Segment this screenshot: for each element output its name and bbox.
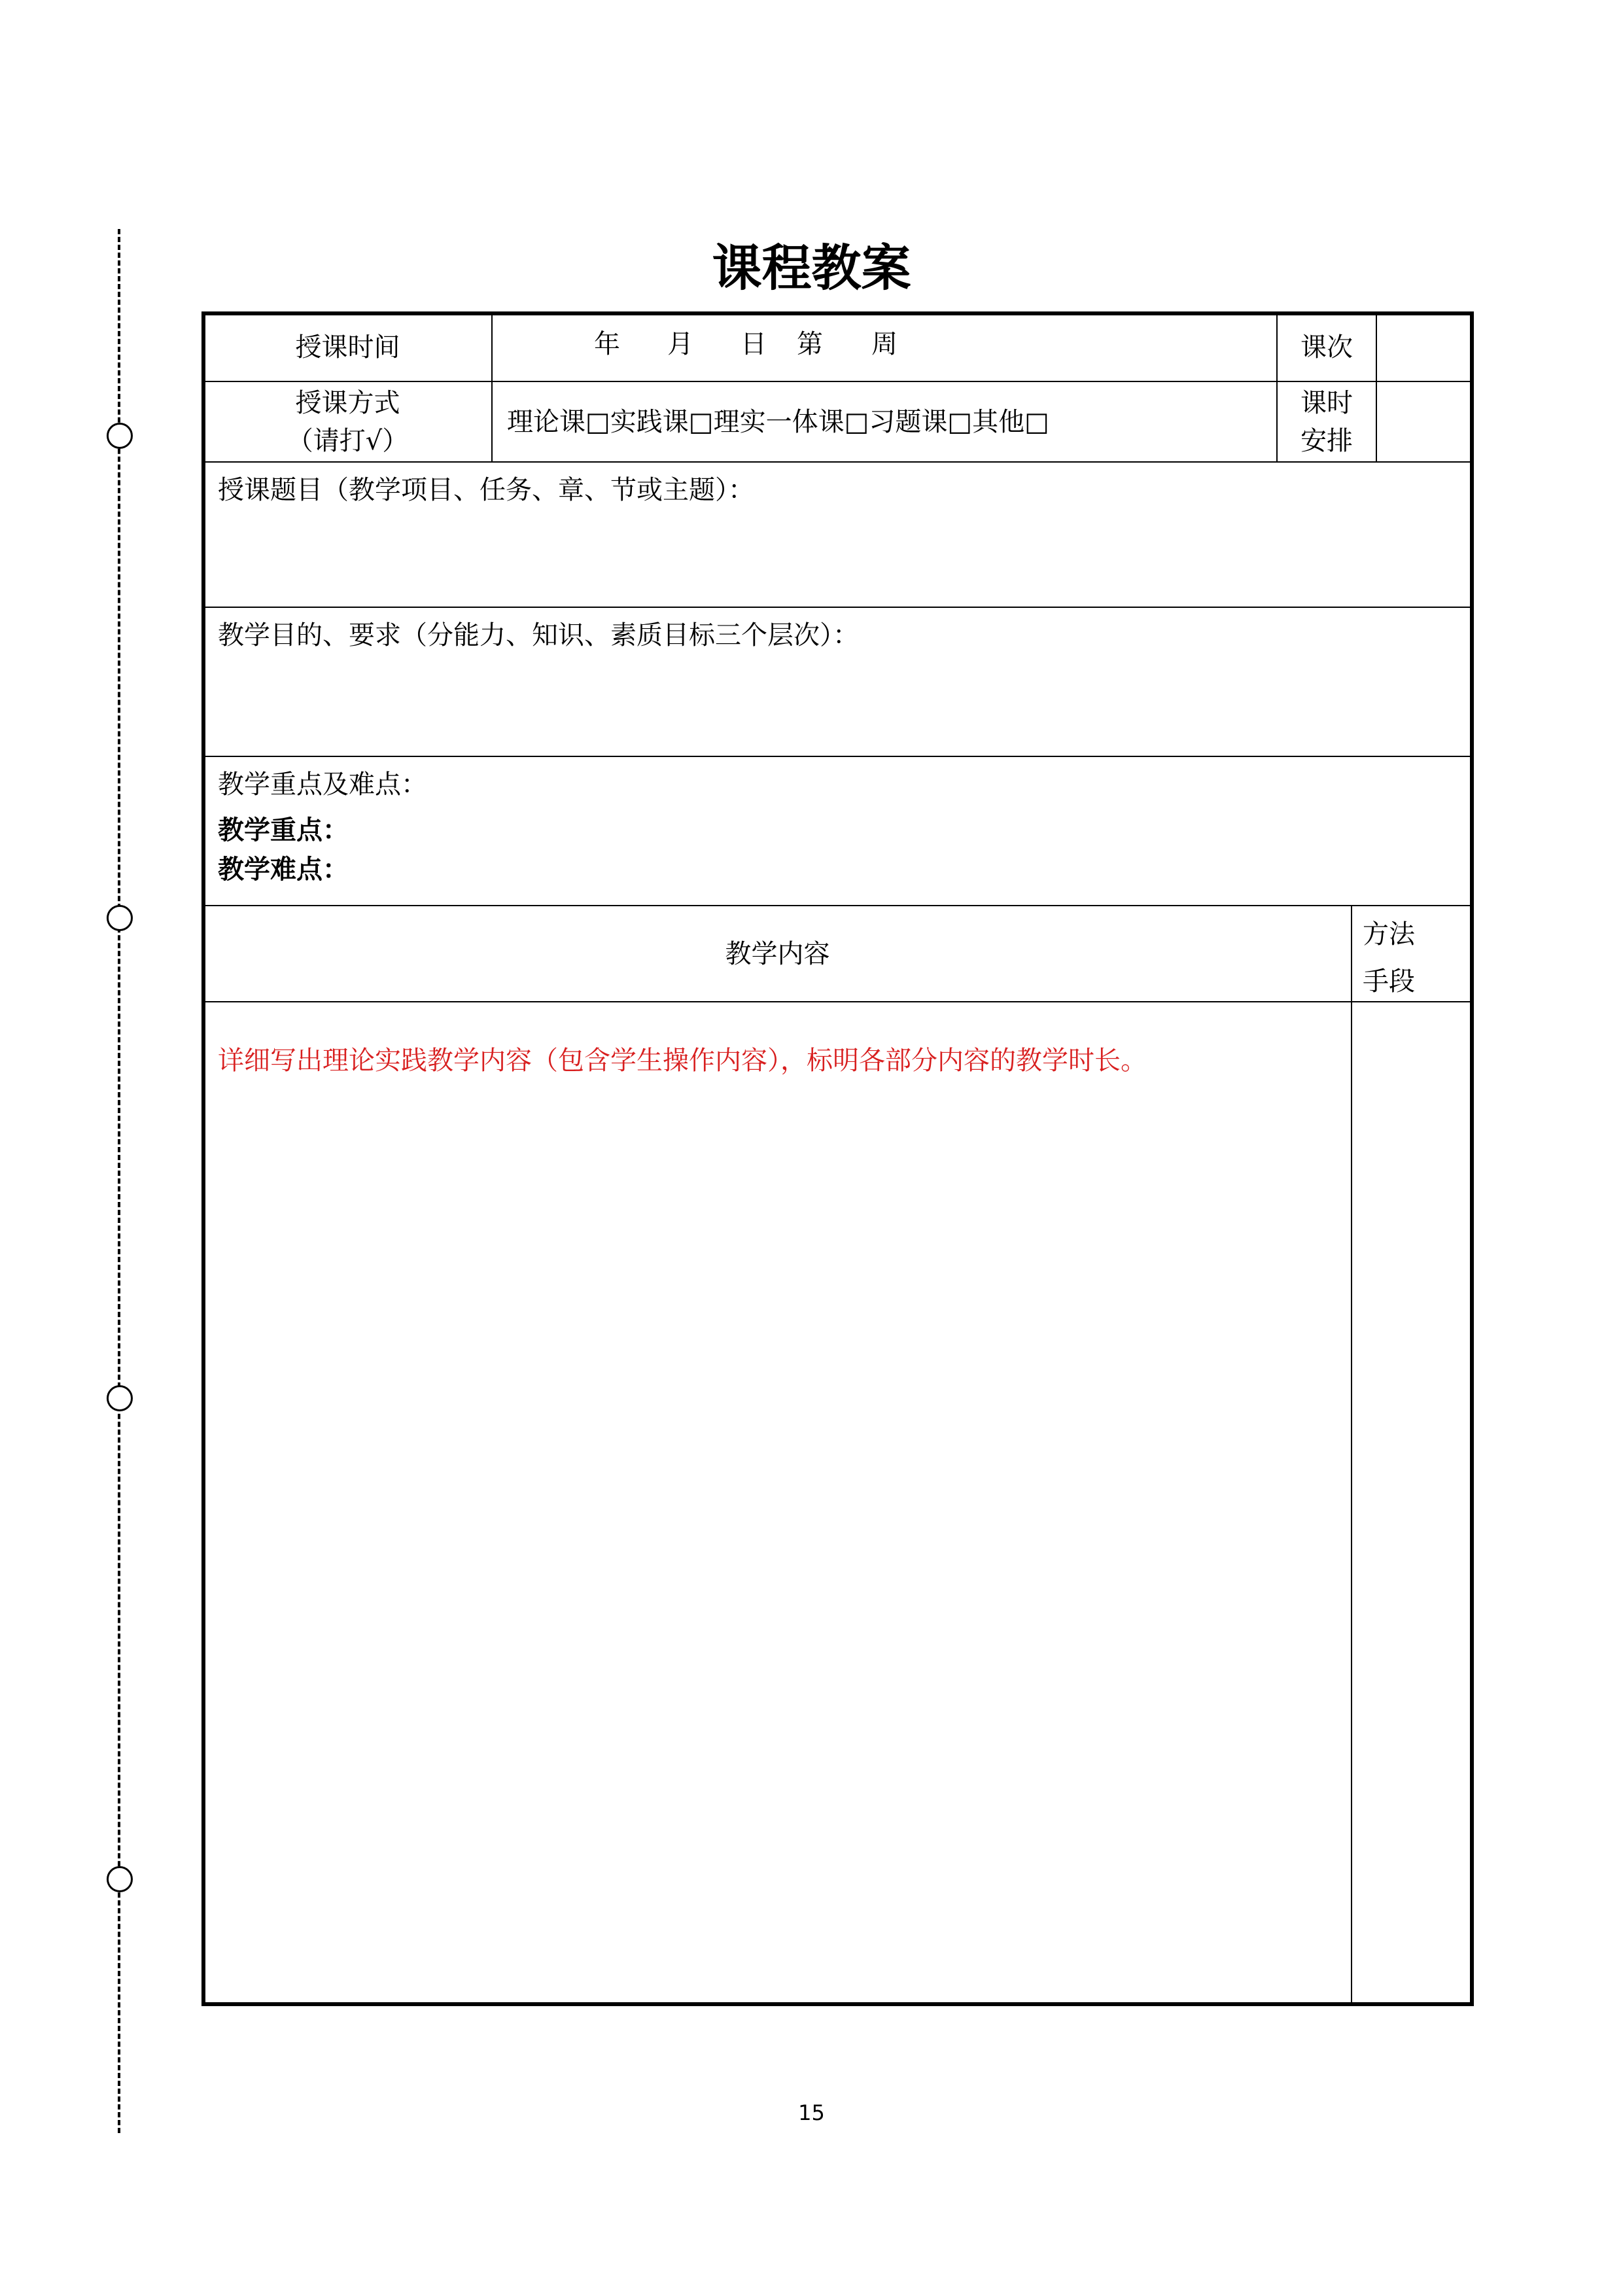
date-field[interactable]: [594, 325, 898, 363]
row-divider: [201, 1001, 1474, 1002]
binding-hole-icon: [107, 905, 133, 931]
row-divider: [201, 461, 1474, 463]
objectives-label: 教学目的、要求（分能力、知识、素质目标三个层次）：: [218, 620, 859, 650]
column-divider: [1351, 906, 1352, 2005]
date-month-label: 月: [667, 329, 693, 359]
key-points-heading: 教学重点及难点：: [218, 769, 427, 800]
binding-hole-icon: [107, 1866, 133, 1892]
date-year-label: 年: [594, 329, 620, 359]
class-hours-label: [1278, 382, 1376, 461]
method-header-line2: 手段: [1363, 966, 1415, 997]
content-instruction: 详细写出理论实践教学内容（包含学生操作内容），标明各部分内容的教学时长。: [218, 1046, 1147, 1076]
document-title: 课程教案: [712, 239, 911, 297]
teaching-content-field[interactable]: [204, 1086, 1350, 2002]
binding-dashed-line: [118, 229, 120, 2133]
class-hours-label-line2: 安排: [1300, 425, 1353, 456]
lesson-number-label: 课次: [1300, 332, 1353, 362]
method-header: [1363, 911, 1415, 1005]
date-week-prefix: 第: [797, 329, 823, 359]
teaching-content-header: 教学内容: [725, 938, 830, 969]
teaching-mode-label: [204, 382, 491, 461]
date-day-label: 日: [741, 329, 767, 359]
lesson-number-field[interactable]: [1377, 314, 1471, 381]
teaching-mode-options[interactable]: 理论课□实践课□理实一体课□习题课□其他□: [507, 407, 1049, 437]
method-field[interactable]: [1353, 1004, 1471, 2002]
topic-field[interactable]: [204, 517, 1471, 605]
page-number: 15: [798, 2100, 825, 2125]
method-header-line1: 方法: [1363, 919, 1415, 949]
teaching-mode-label-line2: （请打√）: [287, 425, 409, 456]
binding-hole-icon: [107, 1385, 133, 1411]
topic-label: 授课题目（教学项目、任务、章、节或主题）：: [218, 475, 754, 505]
teaching-mode-label-line1: 授课方式: [295, 387, 400, 418]
difficult-point-label: 教学难点：: [218, 854, 349, 885]
class-hours-field[interactable]: [1377, 382, 1471, 461]
class-hours-label-line1: 课时: [1300, 387, 1353, 418]
time-label: 授课时间: [295, 332, 400, 362]
binding-hole-icon: [107, 423, 133, 449]
key-point-label: 教学重点：: [218, 815, 349, 845]
row-divider: [201, 756, 1474, 757]
date-week-suffix: 周: [871, 329, 898, 359]
column-divider: [491, 311, 493, 462]
row-divider: [201, 607, 1474, 608]
objectives-field[interactable]: [204, 661, 1471, 754]
